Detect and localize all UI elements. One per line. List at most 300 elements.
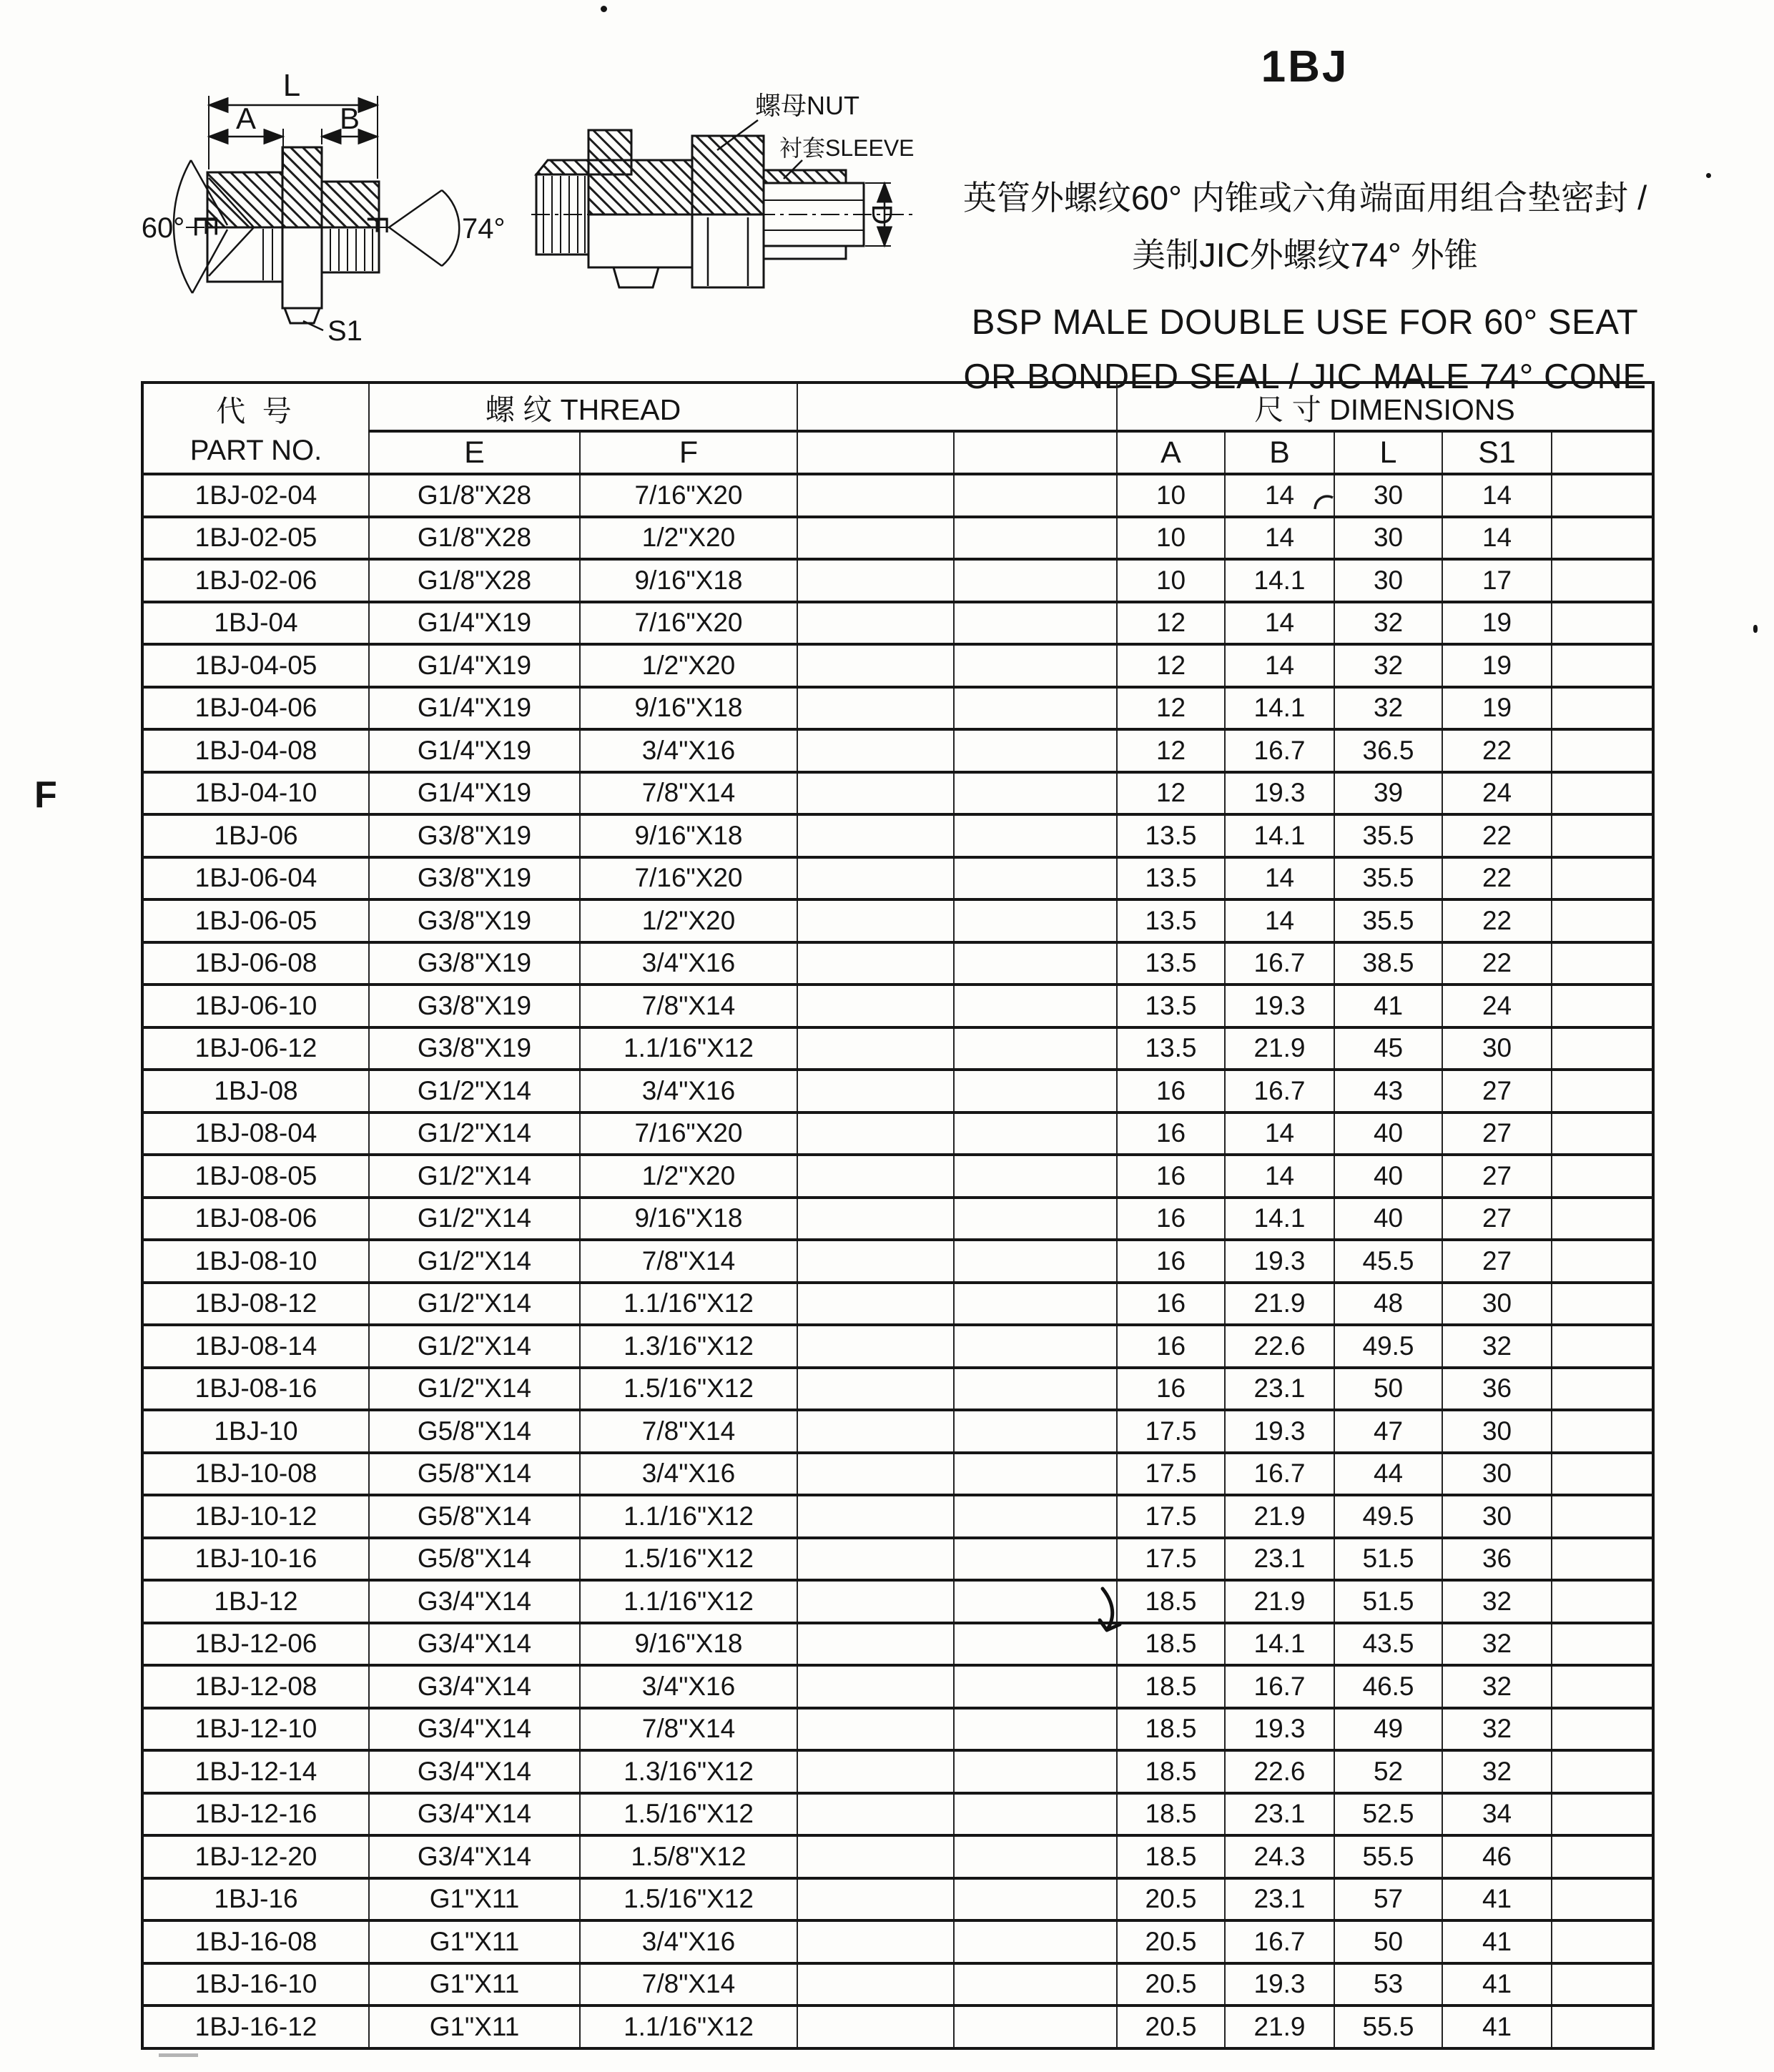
dim-l-cell: 35.5 (1334, 857, 1442, 900)
dim-l-cell: 45 (1334, 1027, 1442, 1070)
sleeve-upper (764, 170, 846, 183)
empty-cell (797, 857, 954, 900)
dim-a-cell: 20.5 (1117, 1878, 1225, 1921)
empty-cell (954, 942, 1117, 985)
part-no-cell: 1BJ-04-08 (142, 729, 369, 772)
header-dimensions-group: 尺 寸 DIMENSIONS (1117, 383, 1653, 431)
thread-f-cell: 9/16"X18 (580, 814, 797, 857)
dim-b-cell: 23.1 (1225, 1538, 1334, 1581)
dim-a-cell: 12 (1117, 644, 1225, 687)
thread-f-cell: 3/4"X16 (580, 1665, 797, 1708)
dim-b-cell: 21.9 (1225, 1495, 1334, 1538)
table-row (142, 1283, 1653, 1326)
part-no-cell: 1BJ-04-05 (142, 644, 369, 687)
dim-b-cell: 19.3 (1225, 1963, 1334, 2006)
nut-label: 螺母NUT (755, 91, 859, 120)
dim-l-cell: 55.5 (1334, 2006, 1442, 2048)
thread-f-cell: 1.1/16"X12 (580, 1580, 797, 1623)
empty-cell (1552, 1580, 1653, 1623)
empty-cell (797, 644, 954, 687)
thread-e-cell: G3/8"X19 (369, 857, 580, 900)
dim-s1-cell: 27 (1442, 1240, 1552, 1283)
dim-s1-cell: 32 (1442, 1708, 1552, 1751)
empty-cell (1552, 1920, 1653, 1963)
thread-e-cell: G5/8"X14 (369, 1495, 580, 1538)
dim-s1-cell: 19 (1442, 687, 1552, 730)
thread-e-cell: G1/4"X19 (369, 772, 580, 815)
thread-e-cell: G5/8"X14 (369, 1453, 580, 1496)
dim-a-cell: 13.5 (1117, 985, 1225, 1027)
empty-cell (797, 1453, 954, 1496)
table-row (142, 1368, 1653, 1411)
thread-e-cell: G1/2"X14 (369, 1283, 580, 1326)
thread-f-cell: 3/4"X16 (580, 1453, 797, 1496)
header-part-no-en: PART NO. (189, 434, 322, 466)
dim-l-cell: 51.5 (1334, 1580, 1442, 1623)
empty-cell (1552, 1113, 1653, 1155)
thread-f-cell: 9/16"X18 (580, 687, 797, 730)
part-no-cell: 1BJ-10 (142, 1410, 369, 1453)
title-block (937, 41, 1673, 404)
empty-cell (954, 1155, 1117, 1198)
dim-a-label: A (235, 102, 257, 135)
dim-a-cell: 12 (1117, 687, 1225, 730)
thread-f-cell: 7/8"X14 (580, 772, 797, 815)
thread-e-cell: G1/4"X19 (369, 687, 580, 730)
table-row (142, 814, 1653, 857)
body-hex-corner (613, 267, 659, 287)
thread-f-label: F (361, 215, 395, 234)
thread-e-cell: G3/8"X19 (369, 899, 580, 942)
dim-b-cell: 23.1 (1225, 1793, 1334, 1836)
page-title: 1BJ (1261, 42, 1349, 92)
dim-a-cell: 16 (1117, 1368, 1225, 1411)
dim-b-cell: 16.7 (1225, 942, 1334, 985)
empty-cell (954, 1240, 1117, 1283)
dim-l-cell: 49.5 (1334, 1325, 1442, 1368)
assembly-svg (528, 59, 935, 316)
table-row (142, 1155, 1653, 1198)
part-no-cell: 1BJ-08-16 (142, 1368, 369, 1411)
dim-a-cell: 18.5 (1117, 1793, 1225, 1836)
dim-b-cell: 16.7 (1225, 1665, 1334, 1708)
dim-b-cell: 16.7 (1225, 1920, 1334, 1963)
empty-cell (1552, 1027, 1653, 1070)
dim-a-cell: 17.5 (1117, 1495, 1225, 1538)
dim-l-cell: 51.5 (1334, 1538, 1442, 1581)
thread-e-cell: G3/8"X19 (369, 985, 580, 1027)
thread-e-cell: G5/8"X14 (369, 1538, 580, 1581)
dim-s1-cell: 30 (1442, 1453, 1552, 1496)
part-no-cell: 1BJ-10-12 (142, 1495, 369, 1538)
dim-l-cell: 43 (1334, 1070, 1442, 1113)
empty-cell (1552, 1623, 1653, 1666)
empty-cell (797, 1708, 954, 1751)
part-no-cell: 1BJ-12-14 (142, 1750, 369, 1793)
dim-l-cell: 55.5 (1334, 1835, 1442, 1878)
parts-table-body (142, 474, 1653, 2048)
empty-cell (954, 857, 1117, 900)
thread-e-cell: G1/2"X14 (369, 1113, 580, 1155)
empty-cell (954, 1198, 1117, 1240)
angle-60-label: 60° (141, 212, 185, 244)
dim-s1-cell: 22 (1442, 814, 1552, 857)
dim-s1-cell: 32 (1442, 1580, 1552, 1623)
thread-e-cell: G1"X11 (369, 1878, 580, 1921)
angle-74-line (389, 227, 442, 266)
table-row (142, 1070, 1653, 1113)
dim-a-cell: 20.5 (1117, 2006, 1225, 2048)
hex-corner (285, 308, 320, 323)
header-part-no-zh: 代 号 (216, 394, 296, 428)
table-row (142, 857, 1653, 900)
dim-s1-cell: 27 (1442, 1070, 1552, 1113)
thread-e-cell: G3/4"X14 (369, 1793, 580, 1836)
table-row (142, 1113, 1653, 1155)
table-row (142, 729, 1653, 772)
thread-f-cell: 9/16"X18 (580, 559, 797, 602)
table-row (142, 1963, 1653, 2006)
dim-a-cell: 10 (1117, 559, 1225, 602)
empty-cell (797, 899, 954, 942)
empty-cell (797, 1878, 954, 1921)
thread-f-cell: 9/16"X18 (580, 1623, 797, 1666)
table-row (142, 1750, 1653, 1793)
dim-a-cell: 13.5 (1117, 1027, 1225, 1070)
dim-a-cell: 12 (1117, 729, 1225, 772)
sleeve-lower (764, 246, 846, 259)
dim-b-cell: 14 (1225, 1113, 1334, 1155)
dim-l-cell: 30 (1334, 474, 1442, 517)
scan-speck (1753, 625, 1758, 633)
empty-cell (954, 559, 1117, 602)
table-row (142, 1410, 1653, 1453)
dim-l-cell: 32 (1334, 644, 1442, 687)
empty-cell (954, 1793, 1117, 1836)
empty-cell (797, 814, 954, 857)
empty-cell (797, 517, 954, 560)
thread-e-cell: G1"X11 (369, 1920, 580, 1963)
dim-s1-cell: 36 (1442, 1368, 1552, 1411)
dim-l-cell: 57 (1334, 1878, 1442, 1921)
empty-cell (954, 899, 1117, 942)
empty-cell (797, 1240, 954, 1283)
dim-l-cell: 49.5 (1334, 1495, 1442, 1538)
dim-s1-cell: 19 (1442, 644, 1552, 687)
part-no-cell: 1BJ-16 (142, 1878, 369, 1921)
thread-e-cell: G1/2"X14 (369, 1240, 580, 1283)
thread-f-cell: 7/16"X20 (580, 1113, 797, 1155)
table-row (142, 1495, 1653, 1538)
dim-b-cell: 23.1 (1225, 1368, 1334, 1411)
part-no-cell: 1BJ-02-05 (142, 517, 369, 560)
dim-a-cell: 17.5 (1117, 1453, 1225, 1496)
empty-cell (954, 1325, 1117, 1368)
empty-cell (1552, 1283, 1653, 1326)
header-col-e: E (369, 431, 580, 474)
thread-e-cell: G1/8"X28 (369, 559, 580, 602)
dim-b-cell: 19.3 (1225, 985, 1334, 1027)
part-no-cell: 1BJ-06-04 (142, 857, 369, 900)
empty-cell (1552, 1198, 1653, 1240)
dim-a-cell: 16 (1117, 1070, 1225, 1113)
thread-e-cell: G3/4"X14 (369, 1665, 580, 1708)
empty-cell (954, 2006, 1117, 2048)
part-no-cell: 1BJ-08-10 (142, 1240, 369, 1283)
thread-f-cell: 1.5/8"X12 (580, 1835, 797, 1878)
dim-s1-cell: 30 (1442, 1027, 1552, 1070)
part-no-cell: 1BJ-08-04 (142, 1113, 369, 1155)
dim-s1-cell: 32 (1442, 1750, 1552, 1793)
description-zh-line1: 英管外螺纹60° 内锥或六角端面用组合垫密封 / (962, 179, 1647, 217)
header-thread-group: 螺 纹 THREAD (369, 383, 797, 431)
part-no-cell: 1BJ-12-10 (142, 1708, 369, 1751)
empty-cell (954, 602, 1117, 645)
left-thread-chamfer (536, 160, 588, 174)
thread-e-cell: G1/2"X14 (369, 1368, 580, 1411)
thread-e-cell: G5/8"X14 (369, 1410, 580, 1453)
empty-cell (1552, 1070, 1653, 1113)
header-col-s1: S1 (1442, 431, 1552, 474)
thread-e-cell: G3/8"X19 (369, 1027, 580, 1070)
description-en-line1: BSP MALE DOUBLE USE FOR 60° SEAT (971, 303, 1639, 342)
empty-cell (797, 942, 954, 985)
dim-l-cell: 49 (1334, 1708, 1442, 1751)
body-upper (588, 160, 692, 214)
thread-e-cell: G3/4"X14 (369, 1708, 580, 1751)
dim-l-cell: 50 (1334, 1368, 1442, 1411)
dim-l-cell: 40 (1334, 1198, 1442, 1240)
empty-cell (954, 1027, 1117, 1070)
dim-b-cell: 19.3 (1225, 1410, 1334, 1453)
table-row (142, 1665, 1653, 1708)
dim-s1-cell: 22 (1442, 899, 1552, 942)
table-header-group-row (142, 383, 1653, 431)
part-no-cell: 1BJ-08-06 (142, 1198, 369, 1240)
empty-cell (797, 772, 954, 815)
thread-f-cell: 7/8"X14 (580, 1708, 797, 1751)
dim-s1-cell: 36 (1442, 1538, 1552, 1581)
empty-cell (954, 1538, 1117, 1581)
thread-f-cell: 1.1/16"X12 (580, 1495, 797, 1538)
empty-cell (954, 1878, 1117, 1921)
thread-f-cell: 1.5/16"X12 (580, 1368, 797, 1411)
dim-l-label: L (282, 68, 301, 103)
dim-l-cell: 43.5 (1334, 1623, 1442, 1666)
part-no-cell: 1BJ-08 (142, 1070, 369, 1113)
dim-l-cell: 44 (1334, 1453, 1442, 1496)
part-no-cell: 1BJ-12-08 (142, 1665, 369, 1708)
thread-f-cell: 7/16"X20 (580, 474, 797, 517)
thread-f-cell: 7/8"X14 (580, 985, 797, 1027)
table-row (142, 1623, 1653, 1666)
page-section-letter: F (34, 774, 57, 816)
angle-74-line (389, 190, 442, 227)
dim-b-cell: 19.3 (1225, 1240, 1334, 1283)
thread-f-cell: 3/4"X16 (580, 729, 797, 772)
empty-cell (954, 1453, 1117, 1496)
thread-f-cell: 7/8"X14 (580, 1963, 797, 2006)
empty-cell (954, 1368, 1117, 1411)
header-col-blank (1552, 431, 1653, 474)
empty-cell (954, 814, 1117, 857)
dim-s1-cell: 27 (1442, 1198, 1552, 1240)
dim-b-cell: 14 (1225, 517, 1334, 560)
empty-cell (797, 1495, 954, 1538)
empty-cell (1552, 687, 1653, 730)
dim-s1-cell: 30 (1442, 1495, 1552, 1538)
header-col-blank (797, 431, 954, 474)
thread-f-cell: 1.5/16"X12 (580, 1538, 797, 1581)
empty-cell (797, 1580, 954, 1623)
dim-a-cell: 18.5 (1117, 1708, 1225, 1751)
empty-cell (954, 1750, 1117, 1793)
thread-f-cell: 1.1/16"X12 (580, 1027, 797, 1070)
dim-b-cell: 22.6 (1225, 1325, 1334, 1368)
dim-b-cell: 22.6 (1225, 1750, 1334, 1793)
empty-cell (1552, 559, 1653, 602)
part-no-cell: 1BJ-10-08 (142, 1453, 369, 1496)
thread-e-cell: G1/4"X19 (369, 644, 580, 687)
dim-b-cell: 16.7 (1225, 1453, 1334, 1496)
part-no-cell: 1BJ-04-10 (142, 772, 369, 815)
header-col-b: B (1225, 431, 1334, 474)
fitting-section-svg (100, 60, 515, 346)
empty-cell (954, 1920, 1117, 1963)
empty-cell (954, 474, 1117, 517)
dim-a-cell: 16 (1117, 1198, 1225, 1240)
dim-s1-cell: 46 (1442, 1835, 1552, 1878)
part-no-cell: 1BJ-10-16 (142, 1538, 369, 1581)
empty-cell (797, 559, 954, 602)
empty-cell (954, 1580, 1117, 1623)
dim-a-cell: 10 (1117, 517, 1225, 560)
empty-cell (1552, 1155, 1653, 1198)
table-row (142, 1538, 1653, 1581)
thread-f-cell: 1.5/16"X12 (580, 1878, 797, 1921)
dim-s1-cell: 32 (1442, 1325, 1552, 1368)
part-no-cell: 1BJ-06-05 (142, 899, 369, 942)
empty-cell (797, 1623, 954, 1666)
thread-e-cell: G3/4"X14 (369, 1623, 580, 1666)
dim-a-cell: 18.5 (1117, 1665, 1225, 1708)
table-header-column-row (142, 431, 1653, 474)
dim-a-cell: 20.5 (1117, 1963, 1225, 2006)
thread-f-cell: 1/2"X20 (580, 899, 797, 942)
hex-section-upper (282, 147, 322, 227)
part-no-cell: 1BJ-12 (142, 1580, 369, 1623)
thread-e-label: E (187, 214, 225, 237)
thread-f-cell: 3/4"X16 (580, 1920, 797, 1963)
empty-cell (1552, 772, 1653, 815)
dim-b-cell: 14 (1225, 644, 1334, 687)
dim-s1-cell: 14 (1442, 474, 1552, 517)
thread-f-cell: 1.3/16"X12 (580, 1325, 797, 1368)
empty-cell (1552, 1750, 1653, 1793)
table-row (142, 1708, 1653, 1751)
part-no-cell: 1BJ-04-06 (142, 687, 369, 730)
empty-cell (1552, 1963, 1653, 2006)
empty-cell (954, 644, 1117, 687)
dim-a-cell: 17.5 (1117, 1538, 1225, 1581)
part-no-cell: 1BJ-16-12 (142, 2006, 369, 2048)
dim-b-cell: 14 (1225, 602, 1334, 645)
header-part-no (142, 383, 369, 474)
dim-b-cell: 14 (1225, 1155, 1334, 1198)
thread-e-cell: G1/4"X19 (369, 602, 580, 645)
dim-l-cell: 48 (1334, 1283, 1442, 1326)
thread-e-cell: G1/2"X14 (369, 1155, 580, 1198)
empty-cell (797, 602, 954, 645)
dim-l-cell: 46.5 (1334, 1665, 1442, 1708)
thread-f-cell: 1.1/16"X12 (580, 2006, 797, 2048)
empty-cell (954, 1113, 1117, 1155)
empty-cell (954, 517, 1117, 560)
empty-cell (797, 1410, 954, 1453)
dim-s1-cell: 32 (1442, 1665, 1552, 1708)
table-row (142, 1027, 1653, 1070)
dim-s1-cell: 19 (1442, 602, 1552, 645)
dim-l-cell: 40 (1334, 1113, 1442, 1155)
part-no-cell: 1BJ-12-16 (142, 1793, 369, 1836)
table-row (142, 559, 1653, 602)
part-no-cell: 1BJ-02-04 (142, 474, 369, 517)
header-col-l: L (1334, 431, 1442, 474)
empty-cell (1552, 814, 1653, 857)
scan-speck (601, 6, 607, 12)
scan-speck (1706, 173, 1711, 178)
empty-cell (954, 985, 1117, 1027)
dim-l-cell: 38.5 (1334, 942, 1442, 985)
empty-cell (1552, 1368, 1653, 1411)
dim-l-cell: 45.5 (1334, 1240, 1442, 1283)
dim-b-cell: 14 (1225, 474, 1334, 517)
empty-cell (954, 1665, 1117, 1708)
empty-cell (1552, 602, 1653, 645)
empty-cell (1552, 857, 1653, 900)
table-row (142, 1580, 1653, 1623)
empty-cell (954, 1963, 1117, 2006)
empty-cell (1552, 1878, 1653, 1921)
dim-b-label: B (339, 102, 360, 135)
dim-a-cell: 13.5 (1117, 814, 1225, 857)
part-no-cell: 1BJ-16-08 (142, 1920, 369, 1963)
thread-e-cell: G3/8"X19 (369, 814, 580, 857)
dim-l-cell: 36.5 (1334, 729, 1442, 772)
dim-s1-cell: 24 (1442, 985, 1552, 1027)
empty-cell (1552, 1453, 1653, 1496)
thread-f-cell: 1/2"X20 (580, 644, 797, 687)
dim-a-cell: 10 (1117, 474, 1225, 517)
part-no-cell: 1BJ-08-05 (142, 1155, 369, 1198)
pen-mark (1097, 1586, 1130, 1640)
s1-label: S1 (327, 315, 363, 346)
angle-74-arc (442, 190, 459, 266)
empty-cell (797, 1538, 954, 1581)
thread-e-cell: G1"X11 (369, 2006, 580, 2048)
dim-s1-cell: 41 (1442, 1963, 1552, 2006)
table-row (142, 687, 1653, 730)
empty-cell (1552, 1793, 1653, 1836)
dim-b-cell: 14.1 (1225, 687, 1334, 730)
part-no-cell: 1BJ-02-06 (142, 559, 369, 602)
table-row (142, 644, 1653, 687)
dim-b-cell: 23.1 (1225, 1878, 1334, 1921)
angle-74-label: 74° (462, 213, 506, 245)
dim-s1-cell: 22 (1442, 729, 1552, 772)
empty-cell (1552, 1665, 1653, 1708)
part-no-cell: 1BJ-12-06 (142, 1623, 369, 1666)
